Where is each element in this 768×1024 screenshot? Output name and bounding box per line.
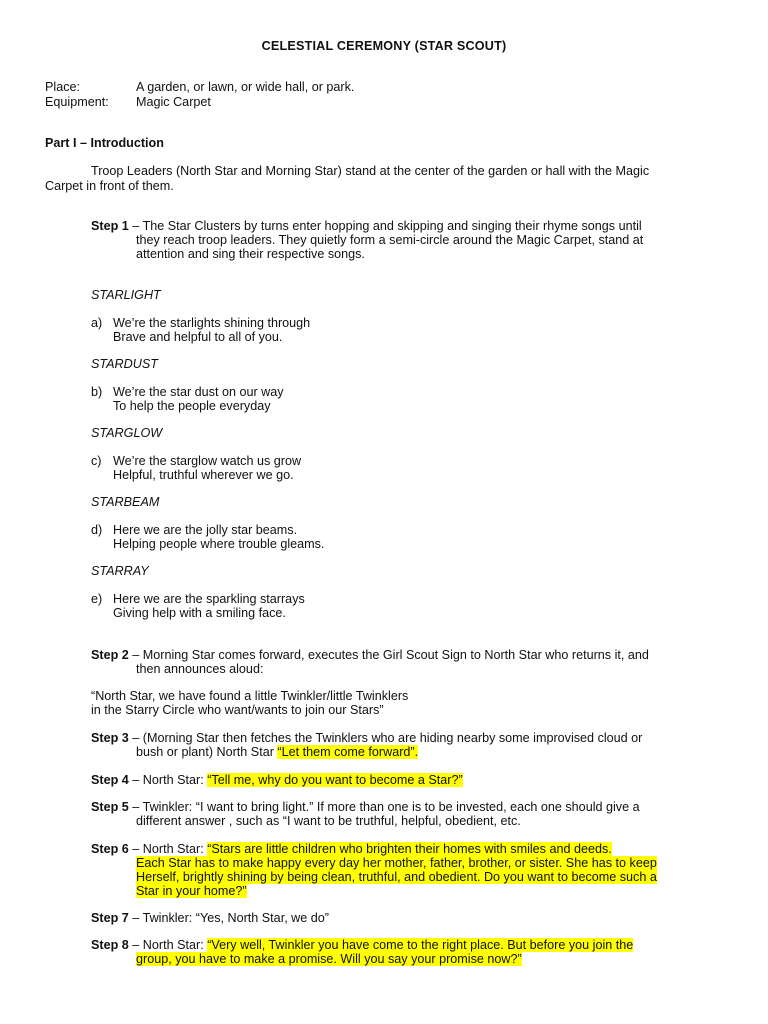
song-line: Giving help with a smiling face. <box>113 606 286 620</box>
place-label: Place: <box>45 80 81 94</box>
step-8-line-2 <box>136 952 522 967</box>
step-8-highlight-2: group, you have to make a promise. Will you say your promise now?” <box>136 952 522 966</box>
song-line: We’re the starlights shining through <box>113 316 311 330</box>
song-letter-b: b) <box>91 385 103 399</box>
step-1-line-2: they reach troop leaders. They quietly form a semi-circle around the Magic Carpet, stand at <box>136 233 644 247</box>
step-5-label: Step 5 <box>91 800 129 814</box>
song-name-starbeam: STARBEAM <box>91 495 160 509</box>
step-3-label: Step 3 <box>91 731 129 745</box>
song-line: We’re the star dust on our way <box>113 385 284 399</box>
step-4-highlight: “Tell me, why do you want to become a Star?” <box>207 773 463 787</box>
step-1-text: – The Star Clusters by turns enter hopping and skipping and singing their rhyme songs until <box>128 219 642 233</box>
page-title: CELESTIAL CEREMONY (STAR SCOUT) <box>261 39 507 53</box>
step-3-line-2-text: bush or plant) North Star <box>136 745 278 759</box>
step-6-line-4 <box>136 884 247 899</box>
step-4-text: – North Star: <box>128 773 208 787</box>
step-8-text: – North Star: <box>128 938 208 952</box>
step-3 <box>91 731 642 746</box>
step-3-text: – (Morning Star then fetches the Twinklers who are hiding nearby some improvised cloud or <box>128 731 643 745</box>
step-6-line-3 <box>136 870 657 885</box>
step-8-highlight-1: “Very well, Twinkler you have come to the right place. But before you join the <box>207 938 634 952</box>
step-8 <box>91 938 633 953</box>
song-name-stardust: STARDUST <box>91 357 158 371</box>
step-6-highlight-4: Star in your home?” <box>136 884 247 898</box>
step-8-label: Step 8 <box>91 938 129 952</box>
song-line: We’re the starglow watch us grow <box>113 454 302 468</box>
equipment-value: Magic Carpet <box>136 95 211 109</box>
step-4 <box>91 773 463 788</box>
step-5-text: – Twinkler: “I want to bring light.” If more than one is to be invested, each one should give a <box>128 800 640 814</box>
quote-line-2: in the Starry Circle who want/wants to join our Stars” <box>91 703 384 717</box>
song-name-starray: STARRAY <box>91 564 149 578</box>
step-1 <box>91 219 642 234</box>
step-6-highlight-3: Herself, brightly shining by being clean, truthful, and obedient. Do you want to become such a <box>136 870 657 884</box>
step-3-line-2 <box>136 745 418 760</box>
song-line: Helpful, truthful wherever we go. <box>113 468 294 482</box>
song-letter-a: a) <box>91 316 103 330</box>
song-line: Here we are the jolly star beams. <box>113 523 298 537</box>
step-1-label: Step 1 <box>91 219 129 233</box>
song-name-starglow: STARGLOW <box>91 426 163 440</box>
step-6-label: Step 6 <box>91 842 129 856</box>
step-7-text: – Twinkler: “Yes, North Star, we do” <box>128 911 329 925</box>
step-6-line-2 <box>136 856 657 871</box>
step-6-highlight-2: Each Star has to make happy every day her mother, father, brother, or sister. She has to keep <box>136 856 657 870</box>
step-6 <box>91 842 612 857</box>
song-name-starlight: STARLIGHT <box>91 288 161 302</box>
step-4-label: Step 4 <box>91 773 129 787</box>
intro-line-2: Carpet in front of them. <box>45 179 174 193</box>
step-2-line-2: then announces aloud: <box>136 662 264 676</box>
song-letter-e: e) <box>91 592 103 606</box>
song-line: Helping people where trouble gleams. <box>113 537 325 551</box>
step-2 <box>91 648 649 663</box>
place-value: A garden, or lawn, or wide hall, or park. <box>136 80 355 94</box>
part1-heading: Part I – Introduction <box>45 136 164 150</box>
song-letter-d: d) <box>91 523 103 537</box>
step-1-line-3: attention and sing their respective songs. <box>136 247 365 261</box>
song-line: Brave and helpful to all of you. <box>113 330 283 344</box>
step-2-label: Step 2 <box>91 648 129 662</box>
equipment-label: Equipment: <box>45 95 109 109</box>
song-line: Here we are the sparkling starrays <box>113 592 305 606</box>
song-line: To help the people everyday <box>113 399 271 413</box>
step-5-line-2: different answer , such as “I want to be truthful, helpful, obedient, etc. <box>136 814 521 828</box>
step-5 <box>91 800 640 815</box>
step-2-text: – Morning Star comes forward, executes the Girl Scout Sign to North Star who returns it, and <box>128 648 649 662</box>
step-3-highlight: “Let them come forward”. <box>277 745 419 759</box>
step-6-highlight-1: “Stars are little children who brighten their homes with smiles and deeds. <box>207 842 612 856</box>
intro-line-1: Troop Leaders (North Star and Morning Star) stand at the center of the garden or hall with the Magic <box>91 164 650 178</box>
quote-line-1: “North Star, we have found a little Twinkler/little Twinklers <box>91 689 409 703</box>
step-7 <box>91 911 329 926</box>
step-6-text: – North Star: <box>128 842 208 856</box>
step-7-label: Step 7 <box>91 911 129 925</box>
song-letter-c: c) <box>91 454 102 468</box>
